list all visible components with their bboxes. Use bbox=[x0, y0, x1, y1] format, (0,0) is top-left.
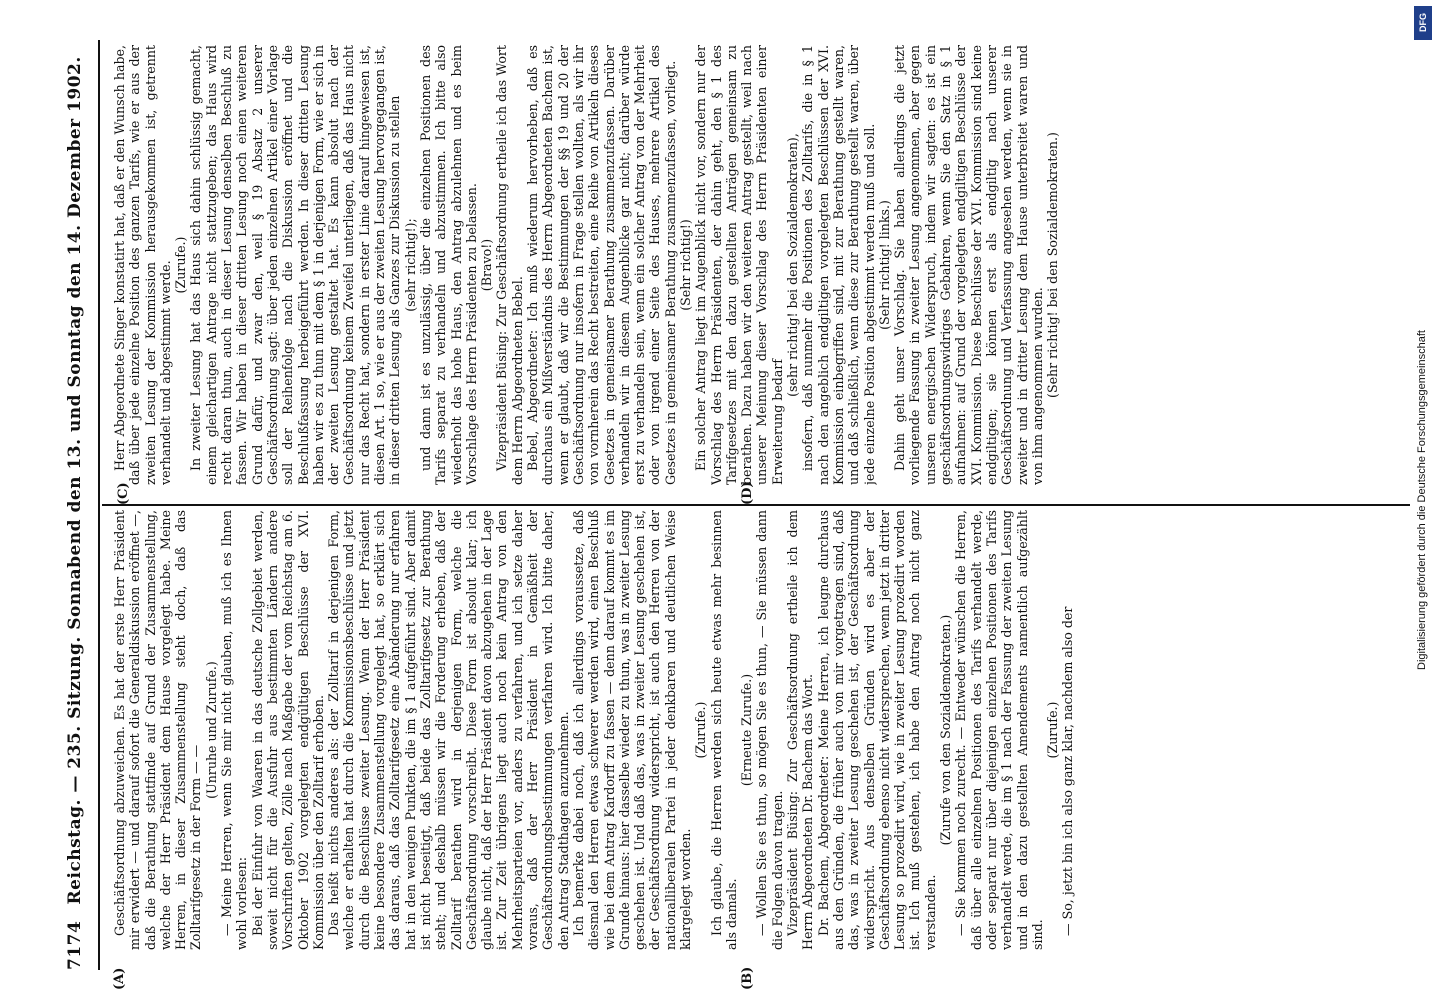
paragraph: Herr Abgeordnete Singer konstatirt hat, daß er den Wunsch habe, daß über jede einzelne Position des ganzen Tarifs, wie er aus der zweiten Lesung der Kommission herausgekommen ist, getrennt verhandelt und abgestimmt werde. bbox=[112, 45, 173, 485]
paragraph: Dr. Bachem, Abgeordneter: Meine Herren, ich leugne durchaus aus den Gründen, die früher auch von mir vorgetragen sind, daß das, was in zweiter Lesung geschehen ist, der Geschäftsordnung widerspricht. Aus denselben Gründen wird es aber der Geschäftsordnung ebenso nicht widersprechen, wenn jetzt in dritter Lesung so prozedirt wird, wie in zweiter Lesung prozedirt worden ist. Ich muß gestehen, ich habe den Antrag noch nicht ganz verstanden. bbox=[815, 510, 938, 950]
margin-marker-d: (D) bbox=[740, 481, 755, 505]
paragraph: Bebel, Abgeordneter: Ich muß wiederum hervorheben, daß es durchaus ein Mißverständnis des Herrn Abgeordneten Bachem ist, wenn er glaubt, daß wir die Bestimmungen der §§ 19 und 20 der Geschäftsordnung nur insofern in Frage stellen wollten, als wir ihr von vornherein das Recht bestreiten, eine Reihe von Artikeln dieses Gesetzes in gemeinsamer Berathung zusammenzufassen. Darüber verhandeln wir in diesem Augenblicke gar nicht; darüber würde erst zu verhandeln sein, wenn ein solcher Antrag von der Mehrheit oder von irgend einer Seite des Hauses, mehrere Artikel des Gesetzes in gemeinsamer Berathung zusammenzufassen, vorliegt. bbox=[525, 45, 678, 485]
dfg-logo: DFG bbox=[1414, 6, 1432, 40]
paragraph: und dann ist es unzulässig, über die einzelnen Positionen des Tarifs separat zu verhandeln und abzustimmen. Ich bitte also wiederholt das hohe Haus, den Antrag abzulehnen und es beim Vorschlage des Herrn Präsidenten zu belassen. bbox=[417, 45, 479, 485]
left-column bbox=[112, 510, 1410, 950]
paragraph: (Zurufe.) bbox=[173, 236, 189, 294]
paragraph: Dahin geht unser Vorschlag. Sie haben allerdings die jetzt vorliegende Fassung in zweiter Lesung angenommen, aber gegen unseren energischen Widerspruch, indem wir sagten: es ist ein geschäftsordnungswidriges Gebahren, wenn Sie den Satz in § 1 aufnahmen: auf Grund der vorgelegten endgiltigen Beschlüsse der XVI. Kommission. Diese Beschlüsse der XVI. Kommission sind keine endgiltigen; sie können erst als endgiltig nach unserer Geschäftsordnung und Verfassung angesehen werden, wenn sie in zweiter und in dritter Lesung dem Hause unterbreitet waren und von ihm angenommen wurden. bbox=[892, 45, 1045, 485]
paragraph: (Sehr richtig! links.) bbox=[876, 200, 892, 330]
paragraph: (Erneute Zurufe.) bbox=[739, 673, 755, 787]
paragraph: Bei der Einfuhr von Waaren in das deutsche Zollgebiet werden, soweit nicht für die Ausfuhr aus bestimmten Ländern andere Vorschriften gelten, Zölle nach Maßgabe der vom Reichstag am 6. Oktober 1902 vorgelegten endgültigen Beschlüsse der XVI. Kommission über den Zolltarif erhoben. bbox=[249, 510, 326, 950]
rotated-page bbox=[20, 30, 1420, 990]
paragraph: Ich glaube, die Herren werden sich heute etwas mehr besinnen als damals. bbox=[708, 510, 739, 950]
paragraph: (Zurufe von den Sozialdemokraten.) bbox=[938, 614, 954, 846]
paragraph: — So, jetzt bin ich also ganz klar, nachdem also der bbox=[1060, 606, 1076, 936]
paragraph: Das heißt nichts anderes als: der Zolltarif in derjenigen Form, welche er erhalten hat durch die Kommissionsbeschlüsse und jetzt durch die Beschlüsse zweiter Lesung. Wenn der Herr Präsident keine besondere Zusammenstellung vorgelegt hat, so erklärt sich das daraus, daß das Zolltarifgesetz eine Abänderung nur erfahren hat in den wenigen Punkten, die im § 1 aufgeführt sind. Aber damit ist nicht beseitigt, daß beide das Zolltarifgesetz zur Berathung steht; und deshalb müssen wir die Forderung erheben, daß der Zolltarif berathen wird in derjenigen Form, welche die Geschäftsordnung vorschreibt. Diese Form ist absolut klar; ich glaube nicht, daß der Herr Präsident davon abzugehen in der Lage ist. Zur Zeit übrigens liegt auch noch kein Antrag von den Mehrheitsparteien vor, anders zu verfahren, und ich setze daher voraus, daß der Herr Präsident in Gemäßheit der Geschäftsordnungsbestimmungen verfahren wird. Ich bitte daher, den Antrag Stadthagen anzunehmen. bbox=[326, 510, 571, 950]
margin-marker-c: (C) bbox=[116, 482, 131, 505]
paragraph: Vizepräsident Büsing: Zur Geschäftsordnung ertheile ich das Wort dem Herrn Abgeordneten Bebel. bbox=[494, 45, 525, 485]
paragraph: Vizepräsident Büsing: Zur Geschäftsordnung ertheile ich dem Herrn Abgeordneten Dr. Bachem das Wort. bbox=[785, 510, 816, 950]
paragraph: (Sehr richtig!) bbox=[677, 219, 693, 311]
page-header bbox=[60, 40, 90, 970]
paragraph: — Sie kommen noch zurecht. — Entweder wünschen die Herren, daß über alle einzelnen Positionen des Tarifs verhandelt werde, oder separat nur über diejenigen einzelnen Positionen des Tarifs verhandelt werde, die im § 1 nach der Fassung der zweiten Lesung und in den dazu gestellten Amendements namentlich aufgezählt sind. bbox=[953, 510, 1045, 950]
paragraph: (Bravo!) bbox=[479, 238, 495, 292]
digitization-note: Digitalisierung gefördert durch die Deutsche Forschungsgemeinschaft bbox=[1416, 330, 1428, 670]
paragraph: Ich bemerke dabei noch, daß ich allerdings voraussetze, daß diesmal den Herren etwas schwerer werden wird, einen Beschluß wie bei dem Antrag Kardorff zu fassen — denn darauf kommt es im Grunde hinaus: hier dasselbe wieder zu thun, was in zweiter Lesung geschehen ist. Und daß das, was in zweiter Lesung geschehen ist, der Geschäftsordnung widerspricht, ist auch den Herren von der nationalliberalen Partei in jeder denkbaren und deutlichen Weise klargelegt worden. bbox=[570, 510, 693, 950]
paragraph: (Zurufe.) bbox=[693, 701, 709, 759]
margin-marker-b: (B) bbox=[740, 966, 755, 990]
paragraph: (Sehr richtig! bei den Sozialdemokraten.) bbox=[1045, 132, 1061, 398]
paragraph: (Zurufe.) bbox=[1045, 701, 1061, 759]
header-rule bbox=[98, 40, 100, 970]
right-column bbox=[112, 45, 1410, 485]
paragraph: (sehr richtig! bei den Sozialdemokraten), bbox=[785, 133, 801, 397]
paragraph: (Unruhe und Zurufe.) bbox=[203, 661, 219, 799]
paragraph: In zweiter Lesung hat das Haus sich dahin schlüssig gemacht, einem gleichartigen Antrage nicht stattzugeben; das Haus wird recht daran thun, auch in dieser Lesung denselben Beschluß zu fassen. Wir haben in dieser dritten Lesung noch einen weiteren Grund dafür, und zwar den, weil § 19 Absatz 2 unserer Geschäftsordnung sagt: über jeden einzelnen Artikel einer Vorlage soll der Reihenfolge nach die Diskussion eröffnet und die Beschlußfassung herbeigeführt werden. In dieser dritten Lesung haben wir es zu thun mit dem § 1 in derjenigen Form, wie er sich in der zweiten Lesung gestaltet hat. Es kann absolut nach der Geschäftsordnung keinem Zweifel unterliegen, daß das Haus nicht nur das Recht hat, sondern in erster Linie darauf hingewiesen ist, diesen Art. 1 so, wie er aus der zweiten Lesung hervorgegangen ist, in dieser dritten Lesung als Ganzes zur Diskussion zu stellen bbox=[188, 45, 403, 485]
page-number: 7174 bbox=[65, 920, 85, 970]
paragraph: insofern, daß nunmehr die Positionen des Zolltarifs, die in § 1 nach den angeblich endgiltigen vorgelegten Beschlüssen der XVI. Kommission einbegriffen sind, mit zur Berathung gestellt waren, und daß schließlich, wenn diese zur Berathung gestellt waren, über jede einzelne Position abgestimmt werden muß und soll. bbox=[800, 45, 877, 485]
paragraph: Geschäftsordnung abzuweichen. Es hat der erste Herr Präsident mir erwidert — und darauf sofort die Generaldiskussion eröffnet —, daß die Berathung stattfinde auf Grund der Zusammenstellung, welche der Herr Präsident dem Hause vorgelegt habe. Meine Herren, in dieser Zusammenstellung steht doch, daß das Zolltarifgesetz in der Form — — bbox=[112, 510, 204, 950]
paragraph: Ein solcher Antrag liegt im Augenblick nicht vor, sondern nur der Vorschlag des Herrn Präsidenten, der dahin geht, den § 1 des Tarifgesetzes mit den dazu gestellten Anträgen gemeinsam zu berathen. Dazu haben wir den weiteren Antrag gestellt, weil nach unserer Meinung dieser Vorschlag des Herrn Präsidenten einer Erweiterung bedarf bbox=[693, 45, 785, 485]
paragraph: — Meine Herren, wenn Sie mir nicht glauben, muß ich es Ihnen wohl vorlesen: bbox=[219, 510, 250, 950]
paragraph: — Wollen Sie es thun, so mögen Sie es thun, — Sie müssen dann die Folgen davon tragen. bbox=[754, 510, 785, 950]
margin-marker-a: (A) bbox=[112, 967, 127, 990]
running-title: Reichstag. — 235. Sitzung. Sonnabend den 13. und Sonntag den 14. Dezember 1902. bbox=[65, 56, 85, 905]
paragraph: (sehr richtig!); bbox=[402, 218, 418, 312]
column-divider bbox=[102, 504, 1410, 506]
